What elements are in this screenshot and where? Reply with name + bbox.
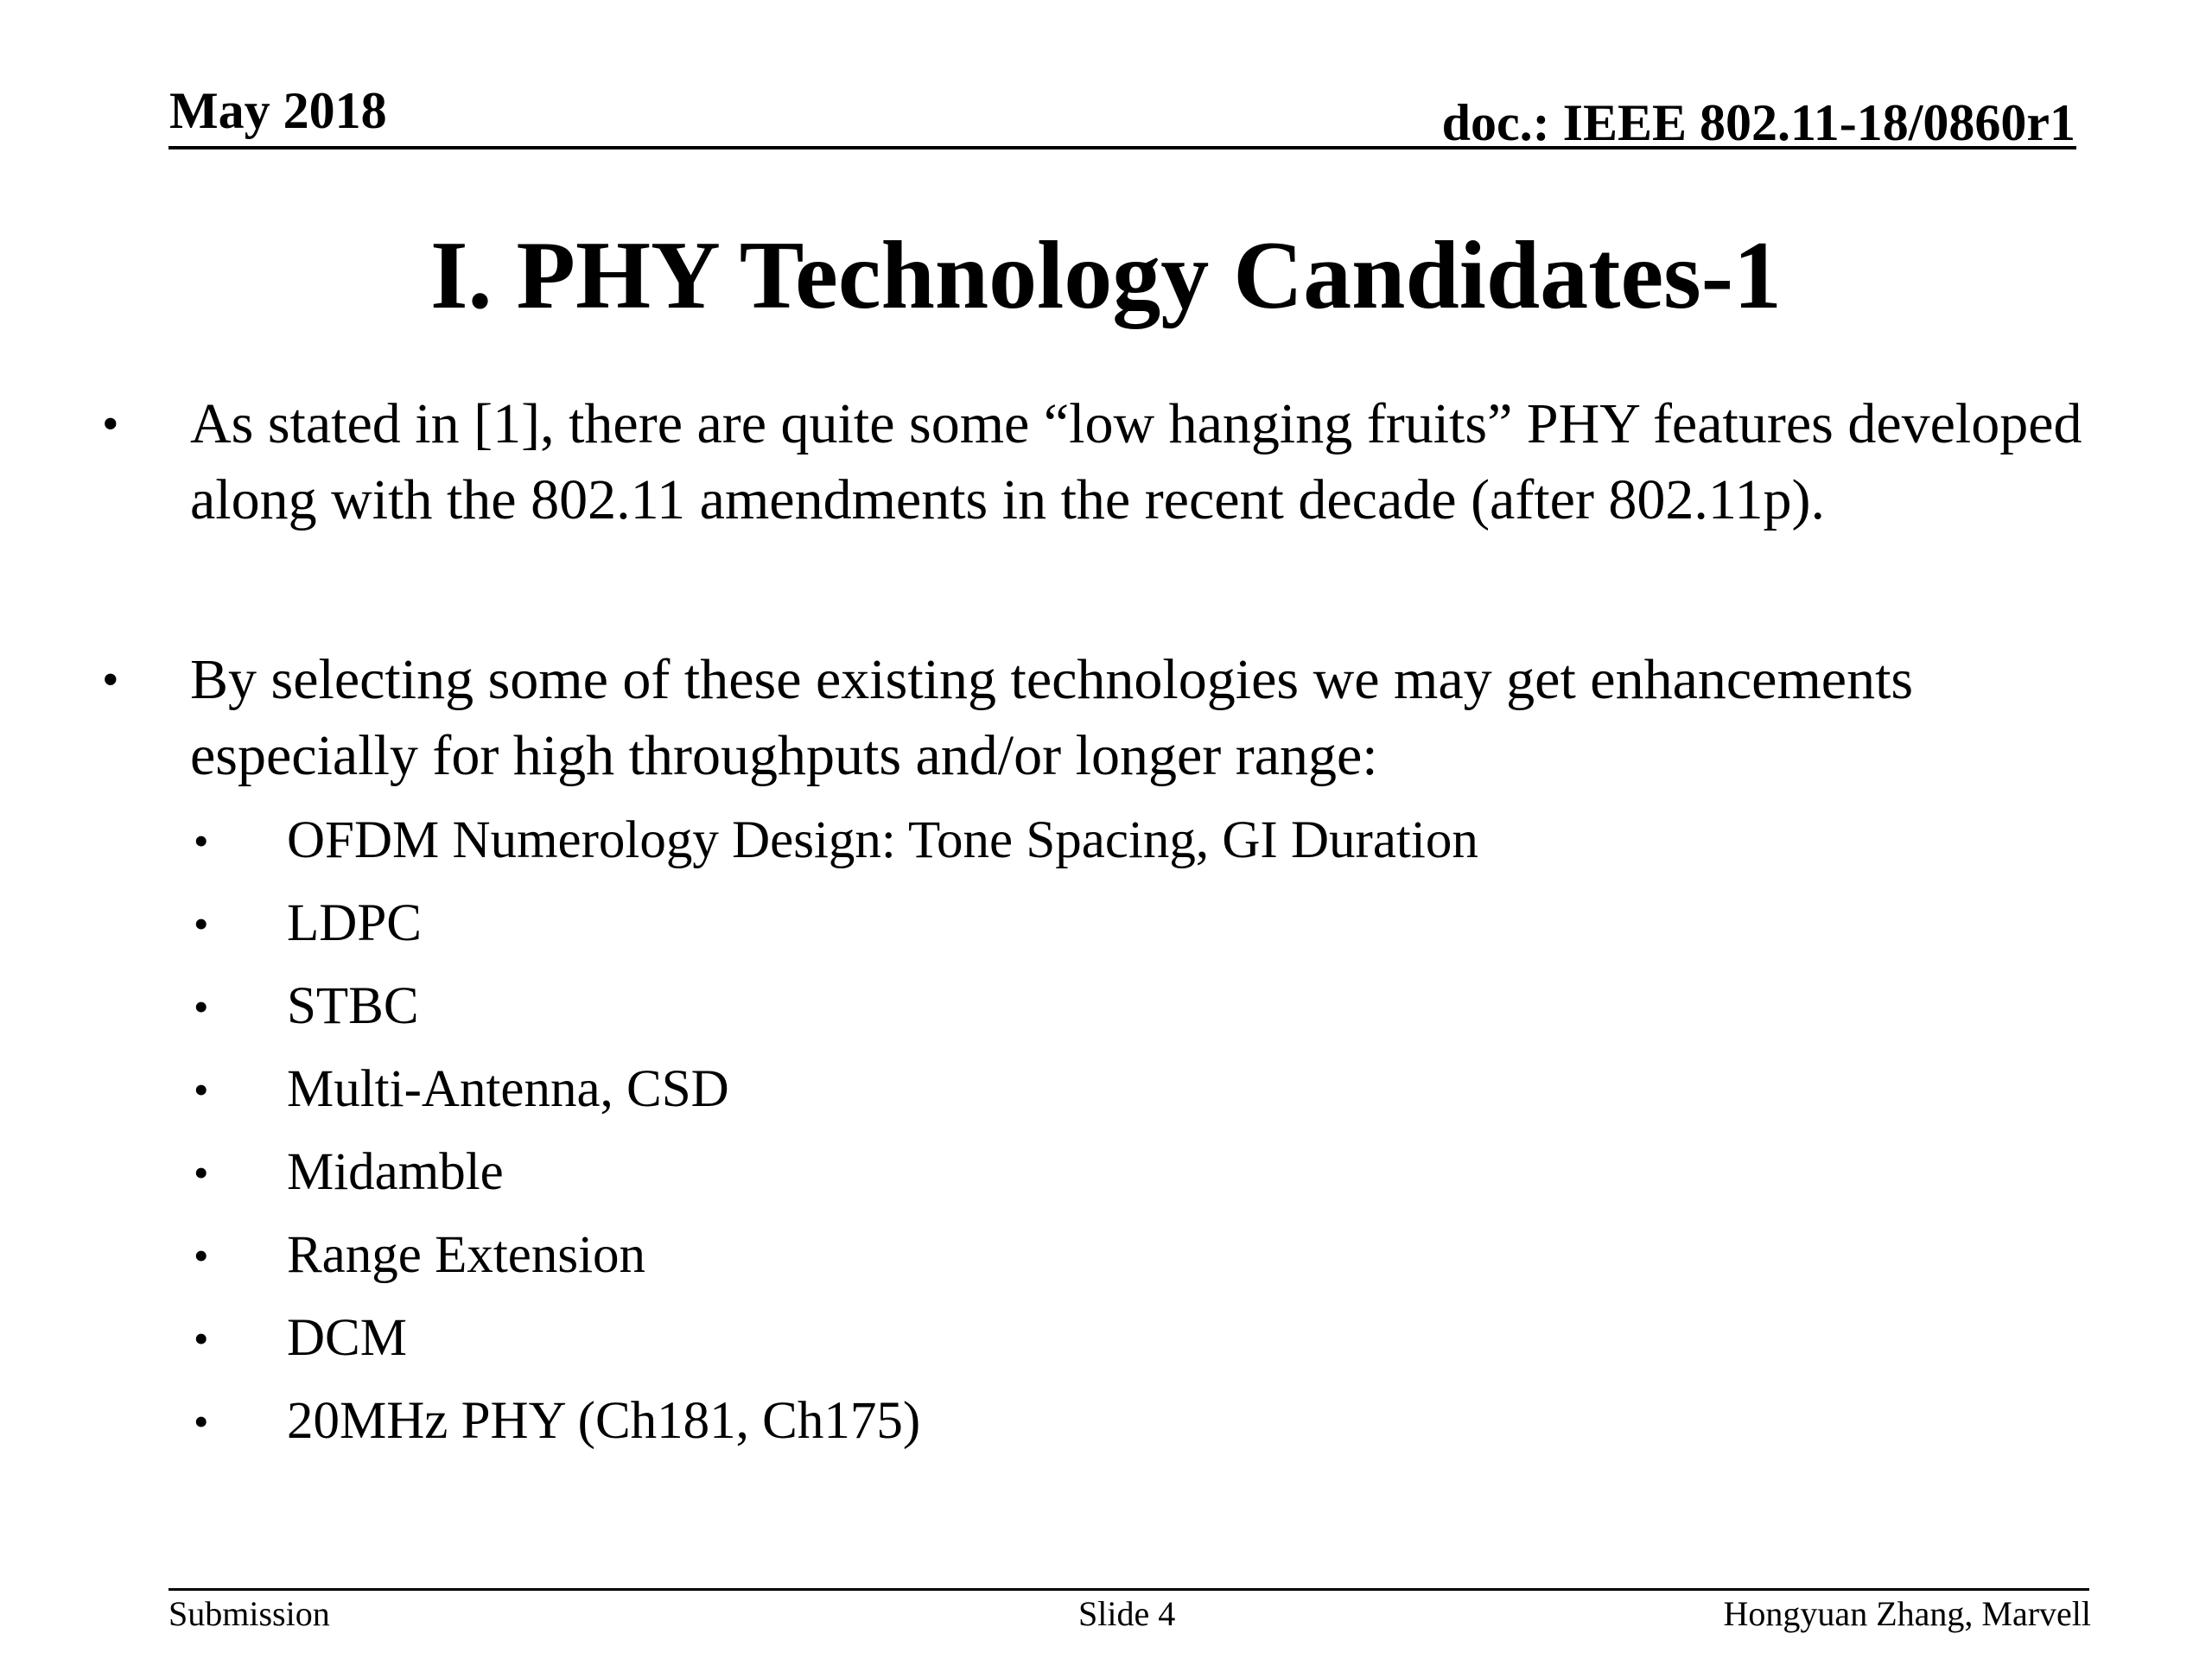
sub-bullet-text: Midamble: [287, 1143, 504, 1201]
sub-bullet-marker: •: [194, 1397, 209, 1446]
sub-bullet-item: [190, 1048, 2115, 1131]
sub-bullet-marker: •: [194, 1065, 209, 1114]
sub-bullet-text: DCM: [287, 1309, 407, 1367]
bullet-text: By selecting some of these existing technologies we may get enhancements especially for high throughputs and/or longer range:: [190, 648, 1914, 787]
sub-bullet-item: [190, 799, 2115, 882]
sub-bullet-marker: •: [194, 1231, 209, 1280]
sub-bullet-text: 20MHz PHY (Ch181, Ch175): [287, 1392, 921, 1450]
sub-bullet-list: [190, 799, 2115, 1463]
sub-bullet-item: [190, 882, 2115, 965]
sub-bullet-text: LDPC: [287, 894, 422, 952]
footer-divider: [168, 1588, 2089, 1591]
sub-bullet-text: Range Extension: [287, 1226, 646, 1284]
footer-author: Hongyuan Zhang, Marvell: [1723, 1594, 2091, 1633]
sub-bullet-item: [190, 1297, 2115, 1380]
sub-bullet-marker: •: [194, 817, 209, 865]
bullet-text: As stated in [1], there are quite some “low hanging fruits” PHY features developed along with the 802.11 amendments in the recent decade (after 802.11p).: [190, 392, 2082, 531]
sub-bullet-item: [190, 965, 2115, 1048]
sub-bullet-item: [190, 1380, 2115, 1463]
sub-bullet-marker: •: [194, 1314, 209, 1363]
sub-bullet-text: OFDM Numerology Design: Tone Spacing, GI Duration: [287, 811, 1478, 869]
slide-title: I. PHY Technology Candidates-1: [429, 222, 1783, 329]
bullet-item: [102, 386, 2115, 538]
sub-bullet-item: [190, 1131, 2115, 1214]
bullet-list: [102, 386, 2115, 1463]
header-doc-id: doc.: IEEE 802.11-18/0860r1: [1441, 94, 2075, 151]
footer-submission: Submission: [168, 1594, 330, 1633]
header-divider: [168, 146, 2076, 149]
sub-bullet-text: Multi-Antenna, CSD: [287, 1060, 729, 1118]
bullet-marker: •: [102, 397, 119, 451]
bullet-marker: •: [102, 653, 119, 707]
sub-bullet-marker: •: [194, 982, 209, 1031]
footer-slide-number: Slide 4: [1078, 1594, 1176, 1633]
sub-bullet-text: STBC: [287, 977, 419, 1035]
sub-bullet-marker: •: [194, 1148, 209, 1197]
sub-bullet-marker: •: [194, 899, 209, 948]
sub-bullet-item: [190, 1214, 2115, 1297]
bullet-item: [102, 642, 2115, 1463]
header-date: May 2018: [169, 82, 387, 139]
